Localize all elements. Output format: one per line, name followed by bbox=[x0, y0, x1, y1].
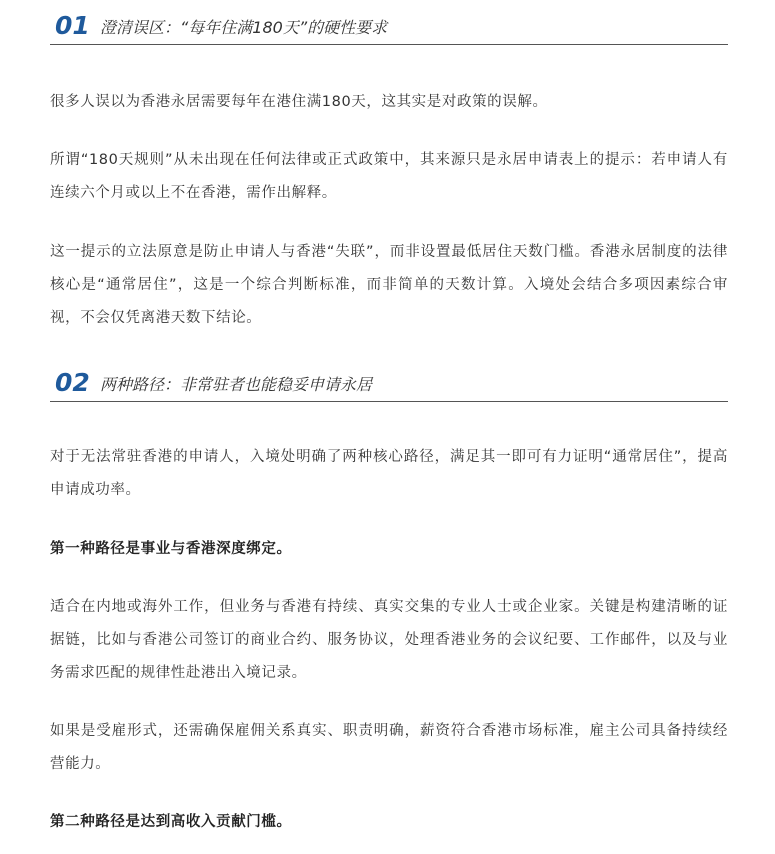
paragraph: 这一提示的立法原意是防止申请人与香港“失联”，而非设置最低居住天数门槛。香港永居制度的法律核心是“通常居住”，这是一个综合判断标准，而非简单的天数计算。入境处会结合多项因素综合审视，不会仅凭离港天数下结论。 bbox=[50, 244, 728, 326]
section-title: 两种路径：非常驻者也能稳妥申请永居 bbox=[100, 375, 373, 394]
section-header-01 bbox=[50, 8, 728, 45]
section-title: 澄清误区：“每年住满180天”的硬性要求 bbox=[100, 18, 388, 37]
paragraph: 所谓“180天规则”从未出现在任何法律或正式政策中，其来源只是永居申请表上的提示：若申请人有连续六个月或以上不在香港，需作出解释。 bbox=[50, 152, 728, 201]
paragraph-heading: 第一种路径是事业与香港深度绑定。 bbox=[50, 541, 292, 557]
paragraph: 很多人误以为香港永居需要每年在港住满180天，这其实是对政策的误解。 bbox=[50, 94, 548, 110]
paragraph: 如果是受雇形式，还需确保雇佣关系真实、职责明确，薪资符合香港市场标准，雇主公司具备持续经营能力。 bbox=[50, 723, 728, 772]
paragraph: 对于无法常驻香港的申请人，入境处明确了两种核心路径，满足其一即可有力证明“通常居住”，提高申请成功率。 bbox=[50, 449, 728, 498]
section-number: 02 bbox=[55, 368, 90, 397]
section-header-02 bbox=[50, 365, 728, 402]
paragraph: 适合在内地或海外工作，但业务与香港有持续、真实交集的专业人士或企业家。关键是构建清晰的证据链，比如与香港公司签订的商业合约、服务协议，处理香港业务的会议纪要、工作邮件，以及与业务需求匹配的规律性赴港出入境记录。 bbox=[50, 599, 728, 681]
paragraph-heading: 第二种路径是达到高收入贡献门槛。 bbox=[50, 814, 292, 830]
section-number: 01 bbox=[55, 11, 90, 40]
